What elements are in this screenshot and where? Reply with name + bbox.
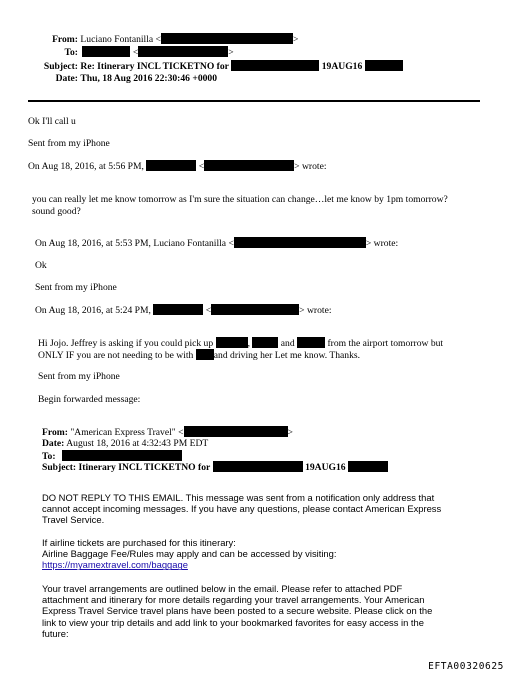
header-from-row: From: Luciano Fontanilla < > xyxy=(48,33,298,45)
header-date-value: Thu, 18 Aug 2016 22:30:46 +0000 xyxy=(80,73,218,84)
redaction-box xyxy=(196,349,214,360)
baggage-link[interactable]: https://myamextravel.com/baggage xyxy=(42,559,188,571)
header-date-label: Date: xyxy=(55,73,78,84)
redaction-box xyxy=(297,337,325,348)
redaction-box xyxy=(138,46,228,57)
forwarded-intro: Begin forwarded message: xyxy=(38,394,141,405)
amex-itinerary-paragraph: Your travel arrangements are outlined below in the email. Please refer to attached PDF attachment and itinerary for more details regarding your travel arrangements. Your American Express Travel Service travel plans have been posted to a secure website. Please click on the link to view your trip details and add link to your bookmarked favorites for easy access in the future: xyxy=(42,583,433,639)
amex-baggage-paragraph: If airline tickets are purchased for this itinerary: Airline Baggage Fee/Rules may apply and can be accessed by visiting: https://myamextravel.com/baggage xyxy=(42,537,337,571)
redaction-box xyxy=(184,426,288,437)
fwd-from-label: From: xyxy=(42,427,68,438)
reply2-attribution: On Aug 18, 2016, at 5:53 PM, Luciano Fontanilla < > wrote: xyxy=(35,238,399,249)
redaction-box xyxy=(211,304,299,315)
header-divider xyxy=(28,100,480,102)
header-from-value: Luciano Fontanilla < xyxy=(80,34,161,45)
reply3-body: Ok xyxy=(35,260,47,271)
redaction-box xyxy=(62,450,182,461)
redaction-box xyxy=(216,337,248,348)
redaction-box xyxy=(153,304,203,315)
reply4-line1: Hi Jojo. Jeffrey is asking if you could pick up , and from the airport tomorrow but xyxy=(38,338,444,349)
redaction-box xyxy=(204,160,294,171)
bates-number: EFTA00320625 xyxy=(428,661,504,672)
redaction-box xyxy=(161,33,293,44)
reply1-attribution: On Aug 18, 2016, at 5:56 PM, < > wrote: xyxy=(28,161,327,172)
header-subject-label: Subject: xyxy=(43,61,78,72)
fwd-date-label: Date: xyxy=(42,438,65,449)
redaction-box xyxy=(348,461,388,472)
redaction-box xyxy=(252,337,278,348)
fwd-date-value: August 18, 2016 at 4:32:43 PM EDT xyxy=(66,438,209,449)
reply2-body-line2: sound good? xyxy=(32,206,81,217)
reply1-signature: Sent from my iPhone xyxy=(28,138,110,149)
header-date-row xyxy=(48,73,217,84)
fwd-subject-value: Itinerary INCL TICKETNO for xyxy=(78,462,211,473)
header-to-row: To: < > xyxy=(48,46,234,58)
amex-notice-paragraph: DO NOT REPLY TO THIS EMAIL. This message was sent from a notification only address that cannot accept incoming messages. If you have any questions, please contact American Express Travel Service. xyxy=(42,492,442,526)
fwd-from-value: "American Express Travel" < xyxy=(70,427,184,438)
reply2-body-line1: you can really let me know tomorrow as I'm sure the situation can change…let me know by 1pm tomorrow? xyxy=(32,194,448,205)
fwd-date-row xyxy=(42,438,208,449)
redaction-box xyxy=(146,160,196,171)
reply3-attribution: On Aug 18, 2016, at 5:24 PM, < > wrote: xyxy=(35,305,332,316)
fwd-to-label: To: xyxy=(42,451,56,462)
header-subject-value: Re: Itinerary INCL TICKETNO for xyxy=(80,61,229,72)
redaction-box xyxy=(231,60,319,71)
header-to-label: To: xyxy=(64,47,78,58)
redaction-box xyxy=(234,237,366,248)
reply4-signature: Sent from my iPhone xyxy=(38,371,120,382)
redaction-box xyxy=(82,46,130,57)
fwd-from-row: From: "American Express Travel" < > xyxy=(42,427,293,438)
fwd-subject-label: Subject: xyxy=(42,462,77,473)
redaction-box xyxy=(365,60,403,71)
reply1-body: Ok I'll call u xyxy=(28,116,76,127)
fwd-subject-row: Subject: Itinerary INCL TICKETNO for 19AUG16 xyxy=(42,461,388,473)
header-from-label: From: xyxy=(52,34,78,45)
header-subject-row: Subject: Re: Itinerary INCL TICKETNO for 19AUG16 xyxy=(40,60,403,72)
redaction-box xyxy=(213,461,303,472)
reply4-line2: ONLY IF you are not needing to be with and driving her Let me know. Thanks. xyxy=(38,350,361,361)
reply3-signature: Sent from my iPhone xyxy=(35,282,117,293)
